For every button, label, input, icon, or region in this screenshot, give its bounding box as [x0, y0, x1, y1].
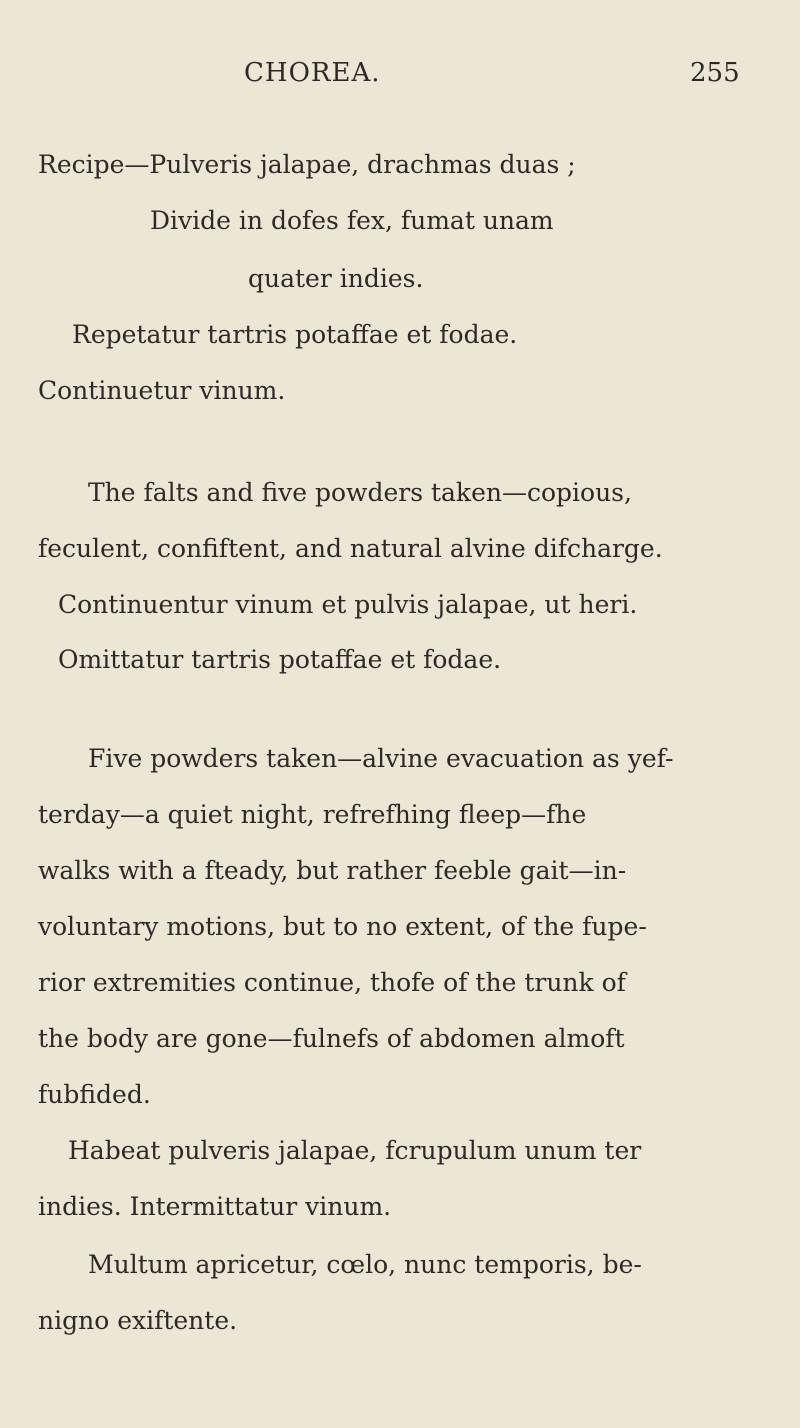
- text-line: voluntary motions, but to no extent, of the fupe-: [38, 912, 647, 941]
- text-line: fubfided.: [38, 1080, 151, 1109]
- running-head: CHOREA.: [244, 58, 381, 88]
- text-line: Repetatur tartris potaffae et fodae.: [72, 320, 518, 349]
- text-line: Continuentur vinum et pulvis jalapae, ut heri.: [58, 590, 638, 619]
- page-number: 255: [690, 58, 740, 88]
- text-line: Omittatur tartris potaffae et fodae.: [58, 645, 502, 674]
- text-line: Habeat pulveris jalapae, fcrupulum unum ter: [68, 1136, 642, 1165]
- text-line: quater indies.: [248, 264, 424, 293]
- text-line: indies. Intermittatur vinum.: [38, 1192, 392, 1221]
- text-line: terday—a quiet night, refrefhing fleep—fhe: [38, 800, 587, 829]
- text-line: feculent, confiftent, and natural alvine difcharge.: [38, 534, 663, 563]
- text-line: rior extremities continue, thofe of the trunk of: [38, 968, 626, 997]
- text-line: Divide in dofes fex, fumat unam: [150, 206, 554, 235]
- text-line: Continuetur vinum.: [38, 376, 286, 405]
- text-line: Five powders taken—alvine evacuation as yef-: [88, 744, 674, 773]
- text-line: The falts and five powders taken—copious,: [88, 478, 632, 507]
- text-line: the body are gone—fulnefs of abdomen almoft: [38, 1024, 625, 1053]
- text-line: walks with a fteady, but rather feeble gait—in-: [38, 856, 627, 885]
- text-line: Recipe—Pulveris jalapae, drachmas duas ;: [38, 150, 576, 179]
- text-line: nigno exiftente.: [38, 1306, 238, 1335]
- text-line: Multum apricetur, cœlo, nunc temporis, be-: [88, 1250, 642, 1279]
